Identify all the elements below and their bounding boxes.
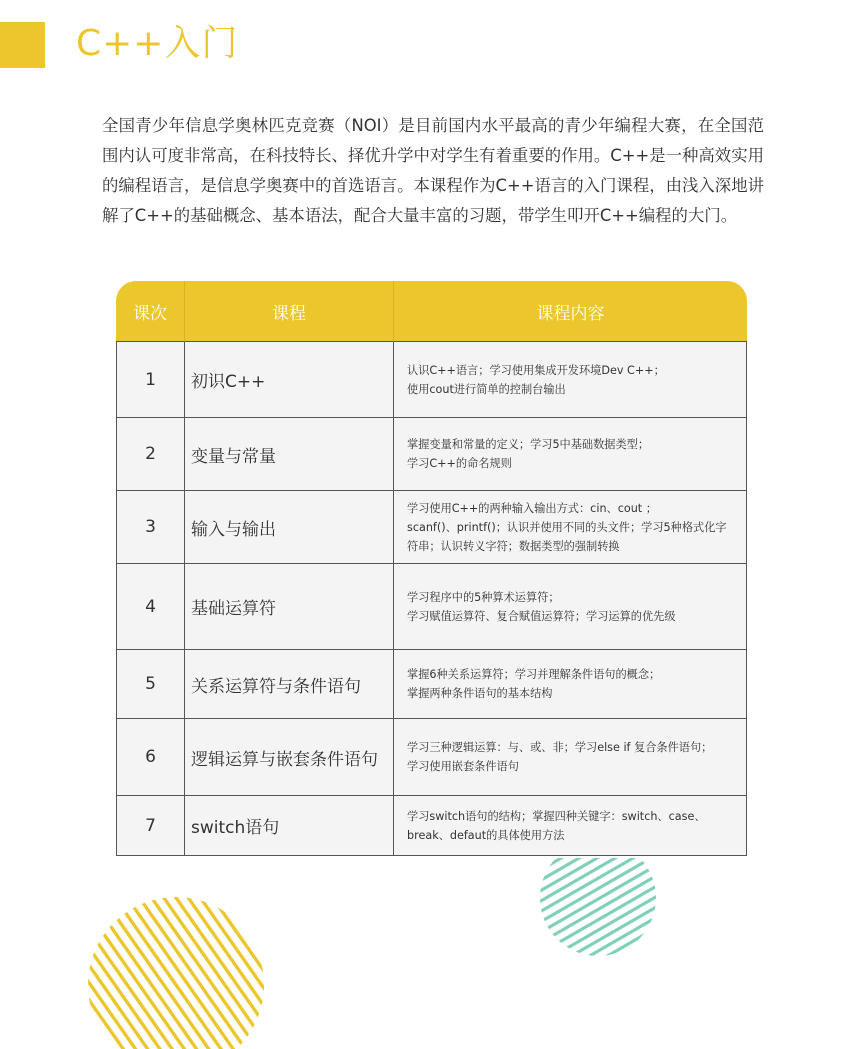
content-line: 学习使用C++的两种输入输出方式：cin、cout ； bbox=[407, 501, 657, 515]
table-row bbox=[116, 719, 747, 796]
course-content bbox=[394, 491, 747, 564]
table-row bbox=[116, 491, 747, 564]
course-content bbox=[394, 418, 747, 491]
title-accent-block bbox=[0, 22, 45, 68]
course-name: 初识C++ bbox=[185, 342, 394, 418]
header-course-content: 课程内容 bbox=[394, 281, 747, 342]
yellow-striped-circle-decoration bbox=[88, 897, 264, 1049]
content-line: scanf()、printf()；认识并使用不同的头文件；学习5种格式化字 bbox=[407, 520, 727, 534]
course-content bbox=[394, 796, 747, 856]
content-line: 认识C++语言；学习使用集成开发环境Dev C++； bbox=[407, 363, 665, 377]
table-row bbox=[116, 564, 747, 650]
course-name: 基础运算符 bbox=[185, 564, 394, 650]
content-line: 学习使用嵌套条件语句 bbox=[407, 760, 519, 773]
lesson-number: 3 bbox=[116, 491, 185, 564]
lesson-number: 6 bbox=[116, 719, 185, 796]
table-row bbox=[116, 342, 747, 418]
header-lesson-number: 课次 bbox=[116, 281, 185, 342]
course-content bbox=[394, 564, 747, 650]
course-content bbox=[394, 650, 747, 719]
green-striped-circle-decoration bbox=[540, 858, 656, 974]
course-name: switch语句 bbox=[185, 796, 394, 856]
table-row bbox=[116, 796, 747, 856]
header-course: 课程 bbox=[185, 281, 394, 342]
course-name: 变量与常量 bbox=[185, 418, 394, 491]
content-line: 学习switch语句的结构；掌握四种关键字：switch、case、 bbox=[407, 809, 706, 823]
content-line: 符串；认识转义字符；数据类型的强制转换 bbox=[407, 539, 620, 553]
table-header-row bbox=[116, 281, 747, 342]
course-content bbox=[394, 342, 747, 418]
content-line: 使用cout进行简单的控制台输出 bbox=[407, 382, 566, 396]
content-line: 学习三种逻辑运算：与、或、非；学习else if 复合条件语句； bbox=[407, 741, 713, 754]
content-line: 学习C++的命名规则 bbox=[407, 457, 512, 470]
intro-paragraph: 全国青少年信息学奥林匹克竞赛（NOI）是目前国内水平最高的青少年编程大赛，在全国范围内认可度非常高，在科技特长、择优升学中对学生有着重要的作用。C++是一种高效实用的编程语言，是信息学奥赛中的首选语言。本课程作为C++语言的入门课程，由浅入深地讲解了C++的基础概念、基本语法，配合大量丰富的习题，带学生叩开C++编程的大门。 bbox=[102, 116, 764, 225]
table-row bbox=[116, 650, 747, 719]
lesson-number: 5 bbox=[116, 650, 185, 719]
table-row bbox=[116, 418, 747, 491]
content-line: break、defaut的具体使用方法 bbox=[407, 828, 565, 842]
course-name: 关系运算符与条件语句 bbox=[185, 650, 394, 719]
content-line: 掌握6种关系运算符；学习并理解条件语句的概念； bbox=[407, 668, 661, 681]
course-name: 逻辑运算与嵌套条件语句 bbox=[185, 719, 394, 796]
course-name: 输入与输出 bbox=[185, 491, 394, 564]
content-line: 掌握变量和常量的定义；学习5中基础数据类型； bbox=[407, 438, 650, 451]
content-line: 学习赋值运算符、复合赋值运算符；学习运算的优先级 bbox=[407, 609, 676, 623]
lesson-number: 7 bbox=[116, 796, 185, 856]
lesson-number: 1 bbox=[116, 342, 185, 418]
lesson-number: 2 bbox=[116, 418, 185, 491]
course-content bbox=[394, 719, 747, 796]
lesson-number: 4 bbox=[116, 564, 185, 650]
content-line: 掌握两种条件语句的基本结构 bbox=[407, 687, 553, 700]
course-table bbox=[116, 281, 747, 856]
page-title: C++入门 bbox=[76, 23, 239, 64]
content-line: 学习程序中的5种算术运算符； bbox=[407, 590, 560, 604]
